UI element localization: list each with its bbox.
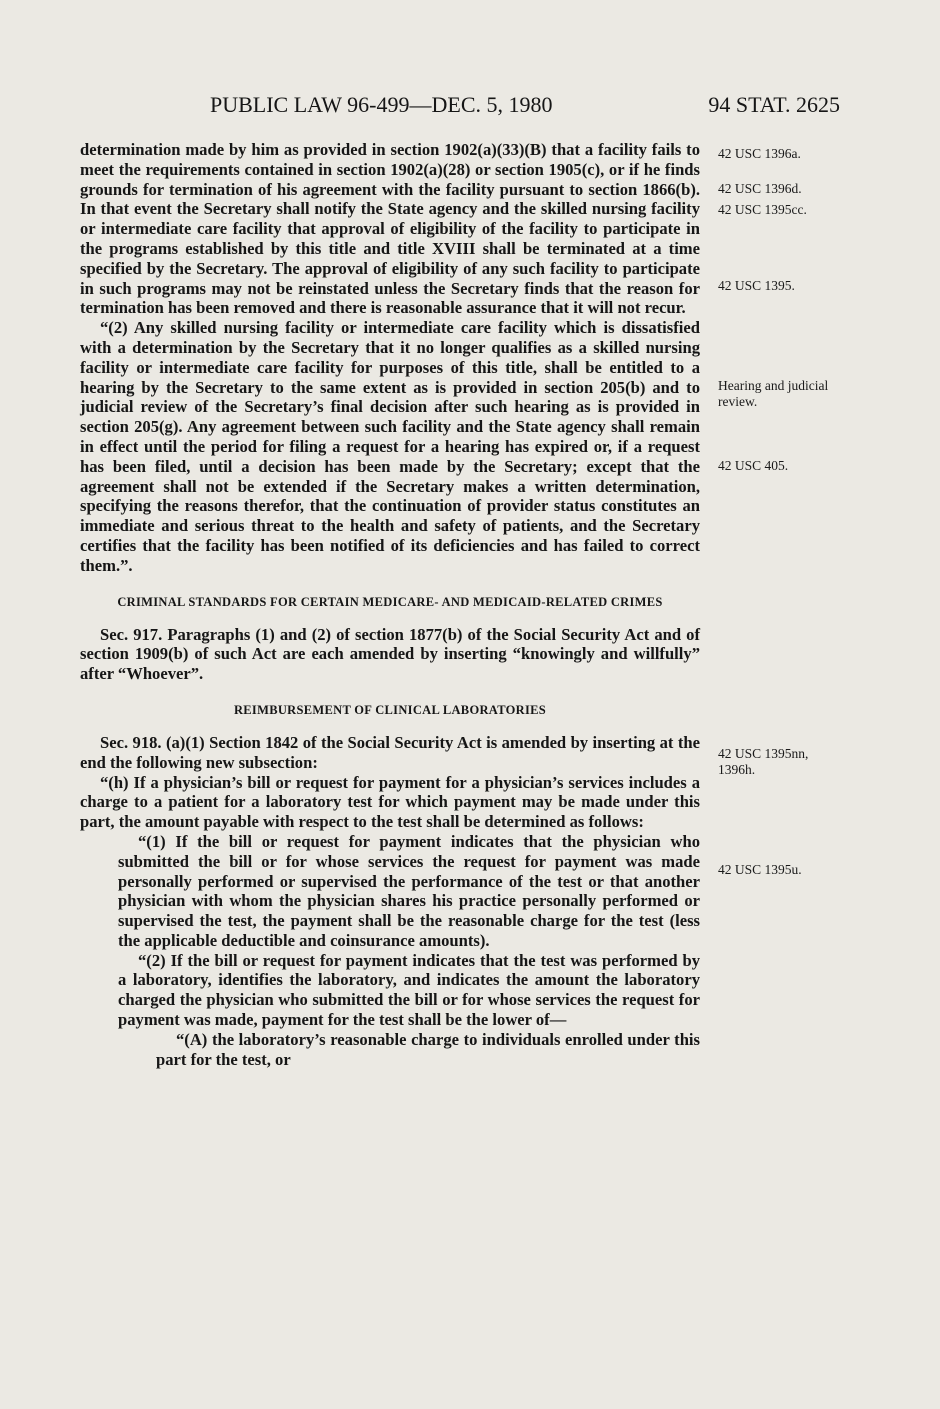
margin-note: 42 USC 405. bbox=[718, 458, 789, 473]
margin-note: 42 USC 1395. bbox=[718, 278, 795, 293]
margin-note: 42 USC 1396a. bbox=[718, 146, 801, 161]
section-heading-reimbursement: REIMBURSEMENT OF CLINICAL LABORATORIES bbox=[233, 702, 547, 717]
paragraph-subsection-h: “(h) If a physician’s bill or request for payment for a physician’s services includes a charge to a patient for a laboratory test for which payment may be made under this part, the amount payable with respect to the test shall be determined as follows: bbox=[80, 772, 700, 832]
margin-note: 42 USC 1396d. bbox=[718, 181, 802, 196]
margin-note: 42 USC 1395cc. bbox=[718, 202, 807, 217]
page-title: PUBLIC LAW 96-499—DEC. 5, 1980 bbox=[210, 92, 553, 117]
margin-note-hearing: Hearing and judicial review. bbox=[718, 378, 829, 409]
page-header bbox=[0, 88, 940, 122]
statute-citation: 94 STAT. 2625 bbox=[708, 92, 840, 117]
paragraph-continuation: determination made by him as provided in section 1902(a)(33)(B) that a facility fails to meet the requirements contained in section 1902(a)(28) or section 1905(c), or if he finds grounds for termination of his agreement with the facility pursuant to section 1866(b). In that event the Secretary shall notify the State agency and the skilled nursing facility or intermediate care facility that approval of eligibility of the facility to participate in the programs established by this title and title XVIII shall be terminated at a time specified by the Secretary. The approval of eligibility of any such facility to participate in such programs may not be reinstated unless the Secretary finds that the reason for termination has been removed and there is reasonable assurance that it will not recur. bbox=[80, 140, 700, 318]
paragraph-item-a: “(A) the laboratory’s reasonable charge to individuals enrolled under this part for the test, or bbox=[156, 1029, 700, 1069]
paragraph-sec-917: Sec. 917. Paragraphs (1) and (2) of section 1877(b) of the Social Security Act and of section 1909(b) of such Act are each amended by inserting “knowingly and willfully” after “Whoever”. bbox=[80, 624, 700, 684]
paragraph-sec-918: Sec. 918. (a)(1) Section 1842 of the Social Security Act is amended by inserting at the end the following new subsection: bbox=[80, 732, 700, 772]
body-text bbox=[80, 140, 700, 1069]
margin-note: 42 USC 1395u. bbox=[718, 862, 802, 877]
paragraph-item-1: “(1) If the bill or request for payment indicates that the physician who submitted the bill or for whose services the request for payment was made personally performed or supervised the performance of the test or that another physician with whom the physician shares his practice personally performed or supervised the test, the payment shall be the reasonable charge for the test (less the applicable deductible and coinsurance amounts). bbox=[118, 831, 700, 950]
section-heading-criminal-standards: CRIMINAL STANDARDS FOR CERTAIN MEDICARE- AND MEDICAID-RELATED CRIMES bbox=[117, 594, 663, 609]
margin-note: 42 USC 1395nn, 1396h. bbox=[718, 746, 809, 777]
paragraph-item-2: “(2) If the bill or request for payment indicates that the test was performed by a laboratory, identifies the laboratory, and indicates the amount the laboratory charged the physician who submitted the bill or for whose services the request for payment was made, payment for the test shall be the lower of— bbox=[118, 950, 700, 1030]
paragraph-hearing: “(2) Any skilled nursing facility or intermediate care facility which is dissatisfied with a determination by the Secretary that it no longer qualifies as a skilled nursing facility or intermediate care facility for purposes of this title, shall be entitled to a hearing by the Secretary to the same extent as is provided in section 205(b) and to judicial review of the Secretary’s final decision after such hearing as is provided in section 205(g). Any agreement between such facility and the State agency shall remain in effect until the period for filing a request for a hearing has expired or, if a request has been filed, until a decision has been made by the Secretary; except that the agreement shall not be extended if the Secretary makes a written determination, specifying the reasons therefor, that the continuation of provider status constitutes an immediate and serious threat to the health and safety of patients, and the Secretary certifies that the facility has been notified of its deficiencies and has failed to correct them.”. bbox=[80, 318, 700, 575]
